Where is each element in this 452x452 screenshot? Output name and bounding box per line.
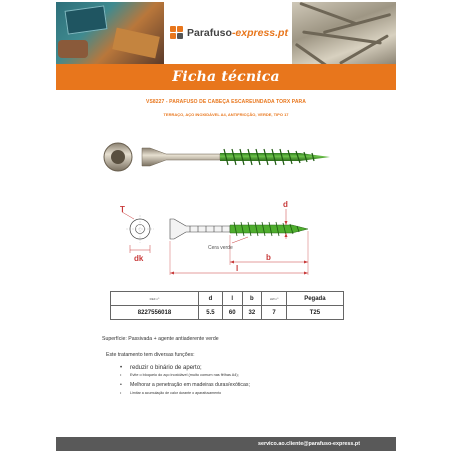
table-header: Pegada xyxy=(286,292,343,306)
page-title: Ficha técnica xyxy=(172,69,280,85)
tools-photo xyxy=(56,2,164,64)
table-header: l xyxy=(222,292,242,306)
title-band xyxy=(56,64,396,90)
list-item: • Limitar a acumulação de calor durante o aparafusamento xyxy=(120,392,250,401)
surface-text: Superfície: Passivada + agente antiaderente verde xyxy=(102,336,219,342)
label-dk: dk xyxy=(134,254,144,263)
brand-name: Parafuso xyxy=(187,27,232,39)
screws-photo xyxy=(292,2,396,64)
label-l: l xyxy=(236,264,239,273)
table-row xyxy=(111,306,344,320)
footer-bar xyxy=(56,437,396,451)
table-cell: 5.5 xyxy=(198,306,222,320)
table-cell: 8227556018 xyxy=(111,306,199,320)
screw-photo xyxy=(100,138,340,176)
brand-domain: -express.pt xyxy=(231,27,288,39)
label-t: T xyxy=(120,205,125,214)
label-b: b xyxy=(266,253,271,262)
brand-logo xyxy=(164,2,292,64)
logo-icon xyxy=(170,26,184,40)
list-item: • Melhorar a penetração em madeiras duras/exóticas; xyxy=(120,383,250,392)
header xyxy=(56,2,396,64)
table-cell: 7 xyxy=(262,306,287,320)
footer-email[interactable]: servico.ao.cliente@parafuso-express.pt xyxy=(257,441,360,447)
table-header: HW nº xyxy=(262,292,287,306)
product-subtitle: TERRAÇO, AÇO INOXIDÁVEL A4, ANTIFRICÇÃO, VERDE, TIPO 17 xyxy=(163,112,289,117)
table-cell: 32 xyxy=(242,306,262,320)
product-title: VS8227 - PARAFUSO DE CABEÇA ESCAREUNDADA TORX PARA xyxy=(146,99,306,105)
label-d: d xyxy=(283,200,288,209)
functions-list xyxy=(120,365,250,401)
table-header: b xyxy=(242,292,262,306)
table-header: d xyxy=(198,292,222,306)
table-header: REF nº xyxy=(111,292,199,306)
list-item: • Evite o bloqueio do aço inoxidável (muito comum nas fêlhas A4); xyxy=(120,374,250,383)
table-cell: T25 xyxy=(286,306,343,320)
label-cera-verde: Cera verde xyxy=(208,245,233,251)
table-cell: 60 xyxy=(222,306,242,320)
table-header-row xyxy=(111,292,344,306)
spec-table xyxy=(110,291,344,320)
functions-intro: Este tratamento tem diversas funções: xyxy=(106,352,195,358)
list-item: • reduzir o binário de aperto; xyxy=(120,365,250,374)
technical-drawing xyxy=(110,195,320,277)
